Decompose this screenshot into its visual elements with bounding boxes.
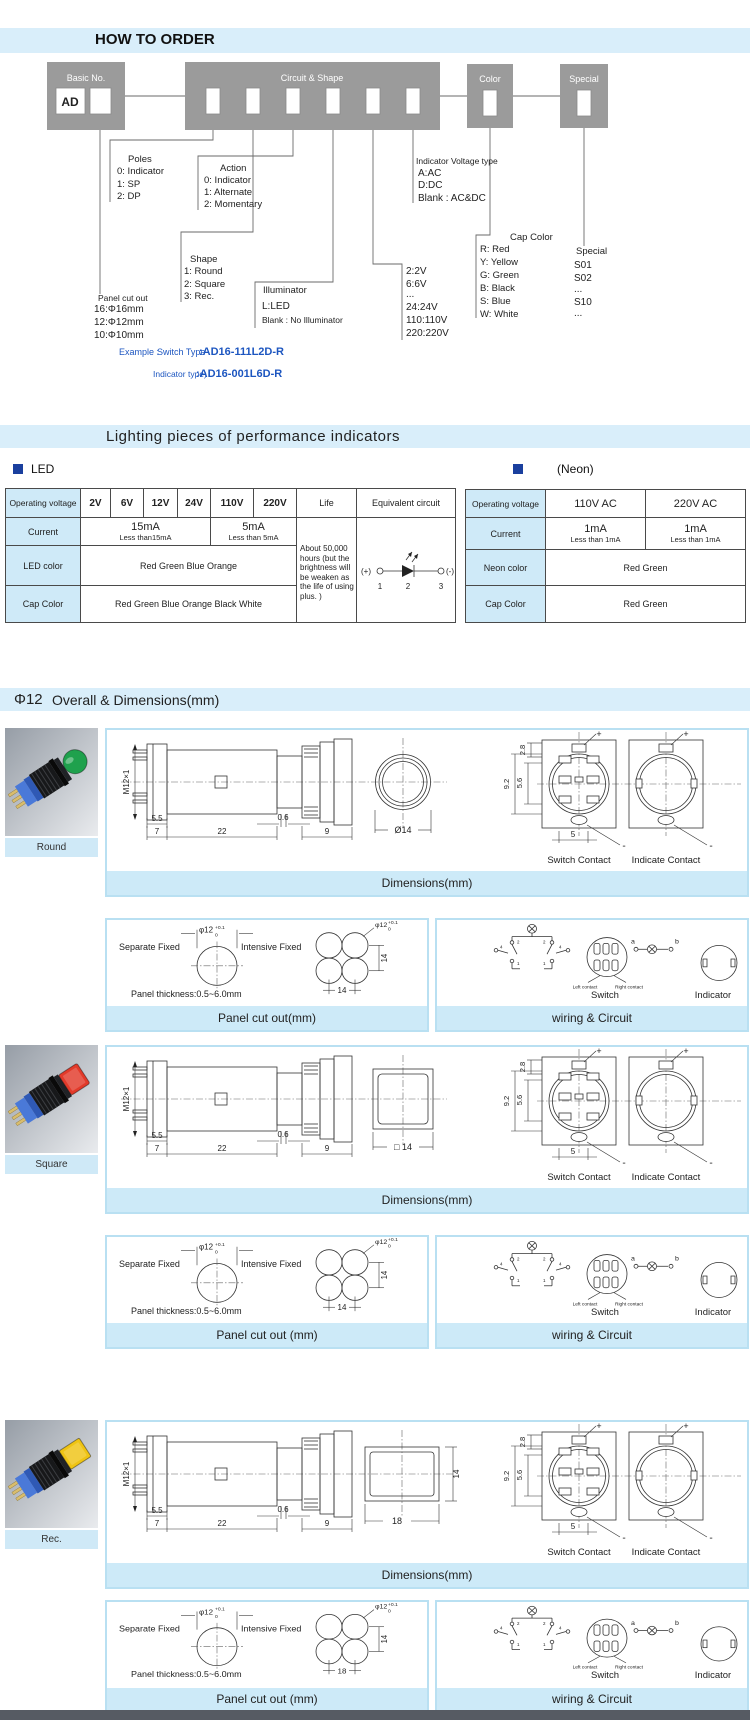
tolerance-zero: 0 xyxy=(215,1615,218,1621)
square-wiring-drawing xyxy=(437,1237,743,1317)
front-width-dim: 18 xyxy=(391,1516,403,1526)
current-note: Less than 1mA xyxy=(670,535,721,544)
wiring-caption: wiring & Circuit xyxy=(437,1006,747,1030)
dim-7: 7 xyxy=(154,1144,160,1153)
switch-rear-connector xyxy=(573,1255,644,1317)
neon-cap-color-value: Red Green xyxy=(546,586,746,623)
current-value: 15mA xyxy=(131,521,160,533)
thread-dim: M12×1 xyxy=(122,769,131,795)
voltage-type-title: Indicator Voltage type xyxy=(416,156,498,166)
voltage-item: 110:110V xyxy=(406,315,448,326)
rear-dim-5: 5 xyxy=(570,1147,576,1156)
dim-22: 22 xyxy=(217,1144,227,1153)
rear-dim-5-6: 5.6 xyxy=(515,1469,524,1481)
dim-0-6: 0.6 xyxy=(277,813,289,822)
separate-fixed-label: Separate Fixed xyxy=(119,1623,180,1634)
wiring-caption: wiring & Circuit xyxy=(437,1688,747,1710)
round-dimension-drawing xyxy=(107,730,743,867)
rec-wiring-drawing xyxy=(437,1602,743,1680)
right-contact-label: Right contact xyxy=(615,1302,643,1308)
pin-number: 1 xyxy=(517,1277,520,1283)
poles-item: 2: DP xyxy=(117,191,141,202)
round-wiring-drawing xyxy=(437,920,743,1000)
led-equivalent-circuit xyxy=(358,534,455,604)
neon-voltage-cell: 220V AC xyxy=(646,490,746,518)
dimensions-title: Overall & Dimensions(mm) xyxy=(52,692,220,708)
terminal-b-label: b xyxy=(675,938,679,946)
action-item: 2: Momentary xyxy=(204,199,263,210)
cutout-diameter: φ12 xyxy=(374,1603,388,1611)
dim-0-6: 0.6 xyxy=(277,1130,289,1139)
pin-number: 1 xyxy=(377,582,382,591)
square-product-photo xyxy=(5,1045,98,1153)
rear-dim-5-6: 5.6 xyxy=(515,1094,524,1106)
example-switch-label: Switch Type xyxy=(157,347,206,357)
special-label: Special xyxy=(569,74,599,84)
action-item: 1: Alternate xyxy=(204,187,253,198)
panel-thickness-note: Panel thickness:0.5~6.0mm xyxy=(131,1306,242,1317)
neon-voltage-cell: 110V AC xyxy=(546,490,646,518)
special-title: Special xyxy=(576,246,608,257)
special-item: S02 xyxy=(574,273,592,284)
tolerance-zero: 0 xyxy=(387,1609,391,1615)
dim-7: 7 xyxy=(154,827,160,836)
voltage-item: 2:2V xyxy=(406,266,427,277)
shape-item: 3: Rec. xyxy=(184,291,215,302)
switch-rear-connector xyxy=(573,938,644,1000)
indicator-schematic xyxy=(631,1255,737,1317)
rear-dim-9-2: 9.2 xyxy=(502,1470,511,1482)
current-note: Less than15mA xyxy=(119,533,172,542)
terminal-b-label: b xyxy=(675,1255,679,1263)
rear-dim-5-6: 5.6 xyxy=(515,777,524,789)
switch-schematic xyxy=(494,924,570,968)
pin-number: 1 xyxy=(517,960,520,966)
tolerance-zero: 0 xyxy=(388,1244,391,1250)
tolerance-plus: +0.1 xyxy=(215,1242,225,1248)
square-panel-cutout-drawing xyxy=(107,1237,423,1317)
switch-label: Switch xyxy=(591,1670,619,1680)
rec-wiring-panel xyxy=(435,1600,749,1712)
dimensions-header xyxy=(0,688,750,711)
side-view-dimensions xyxy=(122,744,352,840)
voltage-item: 6:6V xyxy=(406,279,427,290)
round-wiring-panel xyxy=(435,918,749,1032)
tolerance-zero: 0 xyxy=(215,933,218,939)
dim-22: 22 xyxy=(217,1519,227,1528)
rec-panel-cutout-panel xyxy=(105,1600,429,1712)
current-note: Less than 5mA xyxy=(228,533,279,542)
tolerance-zero: 0 xyxy=(388,927,391,933)
minus-mark: - xyxy=(622,1158,626,1169)
square-panel-cutout-panel xyxy=(105,1235,429,1349)
square-section-label: Square xyxy=(5,1155,98,1174)
separate-fixed-label: Separate Fixed xyxy=(119,1259,180,1270)
switch-schematic xyxy=(494,1241,570,1285)
plus-terminal-label: (+) xyxy=(360,567,371,576)
cutout-diameter: φ12 xyxy=(199,1242,214,1252)
front-view-rec xyxy=(365,1447,461,1526)
round-dimensions-panel xyxy=(105,728,749,897)
rear-dim-2-8: 2.8 xyxy=(518,744,527,756)
minus-mark: - xyxy=(622,841,626,852)
dim-9: 9 xyxy=(324,1519,330,1528)
hole-spacing-vertical: 14 xyxy=(379,1270,390,1280)
tolerance-plus: +0.1 xyxy=(388,1237,398,1243)
switch-contact-label: Switch Contact xyxy=(547,1172,611,1183)
pin-number: 1 xyxy=(517,1641,520,1647)
front-height-dim: 14 xyxy=(452,1469,461,1479)
led-equivalent-cell xyxy=(357,518,456,623)
thread-dim: M12×1 xyxy=(122,1086,131,1112)
rear-dim-2-8: 2.8 xyxy=(518,1436,527,1448)
voltage-item: ... xyxy=(406,289,415,300)
rear-dim-5: 5 xyxy=(570,1522,576,1531)
switch-contact-label: Switch Contact xyxy=(547,855,611,866)
color-label: Color xyxy=(479,74,501,84)
dimensions-caption: Dimensions(mm) xyxy=(107,871,747,895)
panel-thickness-note: Panel thickness:0.5~6.0mm xyxy=(131,989,242,1000)
indicator-schematic xyxy=(631,1620,737,1680)
tolerance-plus: +0.1 xyxy=(215,1607,225,1613)
hole-spacing-horizontal: 14 xyxy=(337,986,347,996)
example-indicator-value: :AD16-001L6D-R xyxy=(196,368,283,380)
square-dimensions-panel xyxy=(105,1045,749,1214)
rear-dim-2-8: 2.8 xyxy=(518,1061,527,1073)
order-boxes xyxy=(47,62,608,130)
lighting-header xyxy=(0,425,750,448)
neon-section-label: (Neon) xyxy=(557,462,594,476)
neon-section-marker xyxy=(513,462,594,476)
pin-number: 1 xyxy=(543,1641,546,1647)
rear-contact-views xyxy=(502,730,713,866)
right-contact-label: Right contact xyxy=(615,985,643,991)
terminal-a-label: a xyxy=(631,1619,635,1627)
led-section-marker xyxy=(13,462,54,476)
led-table xyxy=(5,488,456,623)
special-item: ... xyxy=(574,284,583,295)
plus-mark: + xyxy=(596,730,602,739)
page-footer-rule xyxy=(0,1710,750,1720)
rear-dim-9-2: 9.2 xyxy=(502,778,511,790)
round-product-photo xyxy=(5,728,98,836)
dim-22: 22 xyxy=(217,827,227,836)
indicator-schematic xyxy=(631,938,737,1000)
panel-cutout-item: 10:Φ10mm xyxy=(94,330,144,341)
order-code-diagram xyxy=(0,50,750,380)
led-voltage-cell: 6V xyxy=(111,489,144,518)
action-item: 0: Indicator xyxy=(204,175,251,186)
rec-dimension-drawing xyxy=(107,1422,743,1559)
pin-number: 2 xyxy=(405,582,410,591)
neon-current-header: Current xyxy=(466,518,546,550)
plus-mark: + xyxy=(596,1422,602,1431)
rec-product-photo xyxy=(5,1420,98,1528)
intensive-fixed-label: Intensive Fixed xyxy=(241,942,302,953)
left-contact-label: Left contact xyxy=(572,1302,598,1308)
neon-current-cell xyxy=(546,518,646,550)
panel-cutout-item: 12:Φ12mm xyxy=(94,317,144,328)
plus-mark: + xyxy=(683,1422,689,1431)
illuminator-title: Illuminator xyxy=(263,285,307,296)
special-item: ... xyxy=(574,308,583,319)
poles-title: Poles xyxy=(128,154,152,165)
poles-item: 0: Indicator xyxy=(117,166,164,177)
led-current-low-cell xyxy=(81,518,211,546)
panel-cutout-caption: Panel cut out (mm) xyxy=(107,1323,427,1347)
plus-mark: + xyxy=(596,1047,602,1056)
how-to-order-title: HOW TO ORDER xyxy=(95,31,215,48)
current-value: 5mA xyxy=(242,521,265,533)
special-item: S01 xyxy=(574,260,592,271)
pin-number: 4 xyxy=(559,944,562,950)
cap-color-item: Y: Yellow xyxy=(480,257,519,268)
dim-5-5: 5.5 xyxy=(151,814,163,823)
voltage-type-item: D:DC xyxy=(418,180,443,191)
pin-number: 4 xyxy=(500,1625,503,1631)
tolerance-plus: +0.1 xyxy=(215,925,225,931)
cap-color-item: W: White xyxy=(480,309,519,320)
indicator-label: Indicator xyxy=(694,1670,732,1680)
current-value: 1mA xyxy=(684,523,707,535)
neon-current-cell xyxy=(646,518,746,550)
pin-number: 3 xyxy=(438,582,443,591)
rec-panel-cutout-drawing xyxy=(107,1602,423,1680)
dim-9: 9 xyxy=(324,1144,330,1153)
switch-label: Switch xyxy=(591,1307,619,1317)
cap-color-item: G: Green xyxy=(480,270,520,281)
led-voltage-cell: 110V xyxy=(211,489,254,518)
voltage-type-item: Blank : AC&DC xyxy=(418,193,486,204)
dimensions-caption: Dimensions(mm) xyxy=(107,1188,747,1212)
special-item: S10 xyxy=(574,297,592,308)
basic-no-value: AD xyxy=(61,95,79,109)
dimensions-caption: Dimensions(mm) xyxy=(107,1563,747,1587)
tolerance-plus: +0.1 xyxy=(387,1602,398,1608)
led-life-header: Life xyxy=(297,489,357,518)
indicate-contact-label: Indicate Contact xyxy=(631,1547,701,1558)
panel-thickness-note: Panel thickness:0.5~6.0mm xyxy=(131,1669,242,1680)
cap-color-item: R: Red xyxy=(480,244,510,255)
current-note: Less than 1mA xyxy=(570,535,621,544)
illuminator-item: Blank : No Illuminator xyxy=(262,315,343,325)
left-contact-label: Left contact xyxy=(572,985,598,991)
dim-7: 7 xyxy=(154,1519,160,1528)
pin-number: 2 xyxy=(543,939,546,945)
intensive-fixed-label: Intensive Fixed xyxy=(241,1259,302,1270)
minus-mark: - xyxy=(622,1533,626,1544)
rec-dimensions-panel xyxy=(105,1420,749,1589)
shape-item: 2: Square xyxy=(184,279,226,290)
panel-cutout-item: 16:Φ16mm xyxy=(94,304,144,315)
rear-dim-9-2: 9.2 xyxy=(502,1095,511,1107)
hole-spacing-horizontal: 18 xyxy=(337,1666,347,1676)
neon-cap-color-header: Cap Color xyxy=(466,586,546,623)
indicator-label: Indicator xyxy=(694,990,732,1000)
basic-no-label: Basic No. xyxy=(66,73,106,83)
voltage-item: 24:24V xyxy=(406,302,438,313)
cap-color-item: S: Blue xyxy=(480,296,511,307)
led-equivalent-header: Equivalent circuit xyxy=(357,489,456,518)
front-diameter-dim: Ø14 xyxy=(394,825,412,835)
poles-item: 1: SP xyxy=(117,179,141,190)
intensive-fixed-label: Intensive Fixed xyxy=(240,1623,302,1634)
led-voltage-cell: 24V xyxy=(178,489,211,518)
front-size-dim: □ 14 xyxy=(394,1142,412,1152)
minus-mark: - xyxy=(709,1158,713,1169)
cap-color-item: B: Black xyxy=(480,283,515,294)
pin-number: 1 xyxy=(543,1277,546,1283)
rec-section-label: Rec. xyxy=(5,1530,98,1549)
led-life-cell: About 50,000 hours (but the brightness will be weaken as the life of using plus. ) xyxy=(297,518,357,623)
minus-mark: - xyxy=(709,841,713,852)
neon-color-header: Neon color xyxy=(466,550,546,586)
square-wiring-panel xyxy=(435,1235,749,1349)
pin-number: 4 xyxy=(559,1625,562,1631)
pin-number: 1 xyxy=(543,960,546,966)
pin-number: 2 xyxy=(517,939,520,945)
shape-title: Shape xyxy=(190,254,218,265)
switch-schematic xyxy=(494,1606,570,1649)
lighting-title: Lighting pieces of performance indicators xyxy=(106,428,400,445)
tolerance-plus: +0.1 xyxy=(388,920,398,926)
pin-number: 2 xyxy=(517,1620,520,1626)
dim-5-5: 5.5 xyxy=(151,1506,163,1515)
rear-contact-views xyxy=(502,1047,713,1183)
indicate-contact-label: Indicate Contact xyxy=(631,855,701,866)
led-operating-voltage-header: Operating voltage xyxy=(6,489,81,518)
led-cap-color-value: Red Green Blue Orange Black White xyxy=(81,586,297,623)
led-voltage-cell: 12V xyxy=(144,489,178,518)
neon-operating-voltage-header: Operating voltage xyxy=(466,490,546,518)
dim-0-6: 0.6 xyxy=(277,1505,289,1514)
led-section-label: LED xyxy=(31,462,55,476)
round-section-label: Round xyxy=(5,838,98,857)
dim-9: 9 xyxy=(324,827,330,836)
pin-number: 4 xyxy=(500,1261,503,1267)
wiring-caption: wiring & Circuit xyxy=(437,1323,747,1347)
neon-table xyxy=(465,489,746,623)
cutout-diameter: φ12 xyxy=(199,925,214,935)
shape-item: 1: Round xyxy=(184,266,223,277)
cutout-diameter: φ12 xyxy=(375,921,388,929)
circuit-shape-label: Circuit & Shape xyxy=(280,73,344,83)
led-current-header: Current xyxy=(6,518,81,546)
round-panel-cutout-drawing xyxy=(107,920,423,1000)
panel-cutout-caption: Panel cut out (mm) xyxy=(107,1688,427,1710)
pin-number: 4 xyxy=(559,1261,562,1267)
plus-mark: + xyxy=(683,730,689,739)
side-view-dimensions xyxy=(122,1061,352,1157)
led-voltage-cell: 220V xyxy=(254,489,297,518)
voltage-type-item: A:AC xyxy=(418,168,442,179)
dim-5-5: 5.5 xyxy=(151,1131,163,1140)
separate-fixed-label: Separate Fixed xyxy=(119,942,180,953)
panel-cutout-title: Panel cut out xyxy=(98,293,148,303)
pin-number: 4 xyxy=(500,944,503,950)
round-panel-cutout-panel xyxy=(105,918,429,1032)
blue-square-icon xyxy=(513,464,523,474)
pin-number: 2 xyxy=(543,1620,546,1626)
led-current-high-cell xyxy=(211,518,297,546)
blue-square-icon xyxy=(13,464,23,474)
hole-spacing-vertical: 14 xyxy=(379,1634,390,1644)
led-color-header: LED color xyxy=(6,546,81,586)
rear-contact-views xyxy=(502,1422,713,1558)
plus-mark: + xyxy=(683,1047,689,1056)
terminal-a-label: a xyxy=(631,938,635,946)
side-view-dimensions xyxy=(122,1436,352,1532)
indicator-label: Indicator xyxy=(694,1307,732,1317)
led-voltage-cell: 2V xyxy=(81,489,111,518)
illuminator-item: L:LED xyxy=(262,301,290,312)
rear-dim-5: 5 xyxy=(570,830,576,839)
pin-number: 2 xyxy=(517,1256,520,1262)
voltage-item: 220:220V xyxy=(406,328,449,339)
switch-rear-connector xyxy=(573,1619,644,1680)
action-title: Action xyxy=(220,163,247,174)
left-contact-label: Left contact xyxy=(572,1664,598,1670)
led-color-value: Red Green Blue Orange xyxy=(81,546,297,586)
hole-spacing-horizontal: 14 xyxy=(337,1303,347,1313)
pin-number: 2 xyxy=(543,1256,546,1262)
terminal-b-label: b xyxy=(675,1619,679,1627)
switch-label: Switch xyxy=(591,990,619,1000)
panel-cutout-caption: Panel cut out(mm) xyxy=(107,1006,427,1030)
order-example xyxy=(119,346,284,380)
example-switch-value: :AD16-111L2D-R xyxy=(199,346,284,358)
dimensions-phi: Φ12 xyxy=(14,691,43,708)
cutout-diameter: φ12 xyxy=(199,1607,214,1617)
thread-dim: M12×1 xyxy=(122,1461,131,1487)
neon-color-value: Red Green xyxy=(546,550,746,586)
tolerance-zero: 0 xyxy=(215,1250,218,1256)
center-lines xyxy=(121,1049,741,1153)
minus-mark: - xyxy=(709,1533,713,1544)
example-indicator-label: Indicator type) xyxy=(153,369,207,379)
order-option-labels xyxy=(94,154,607,341)
terminal-a-label: a xyxy=(631,1255,635,1263)
current-value: 1mA xyxy=(584,523,607,535)
cap-color-title: Cap Color xyxy=(510,232,553,243)
center-lines xyxy=(121,1424,741,1528)
indicate-contact-label: Indicate Contact xyxy=(631,1172,701,1183)
square-dimension-drawing xyxy=(107,1047,743,1184)
hole-spacing-vertical: 14 xyxy=(379,953,390,963)
example-label: Example : xyxy=(119,347,160,357)
cutout-diameter: φ12 xyxy=(375,1238,388,1246)
led-cap-color-header: Cap Color xyxy=(6,586,81,623)
right-contact-label: Right contact xyxy=(615,1664,643,1670)
switch-contact-label: Switch Contact xyxy=(547,1547,611,1558)
minus-terminal-label: (-) xyxy=(445,567,454,576)
